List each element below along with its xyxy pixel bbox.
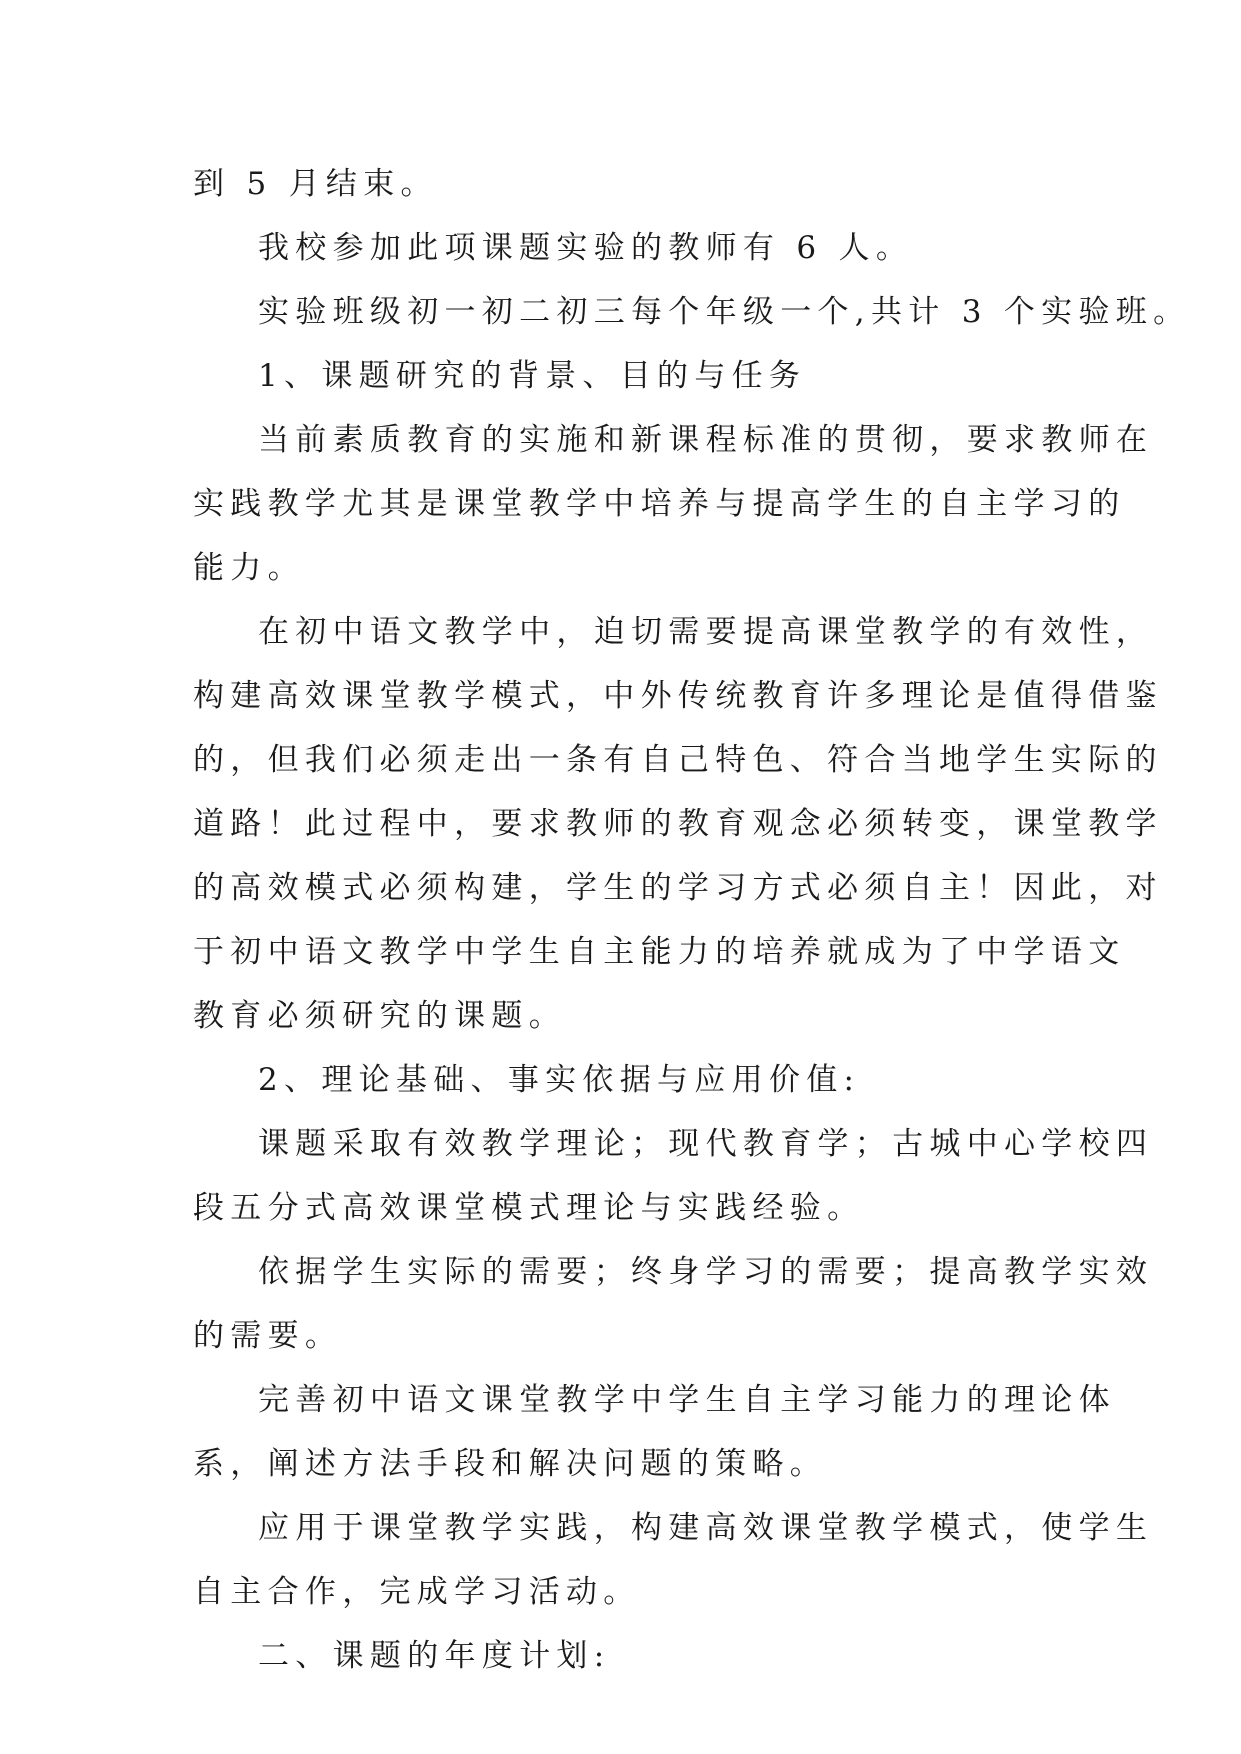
- text-line: 我校参加此项课题实验的教师有 6 人。: [258, 230, 914, 266]
- paragraph-quality-education: [193, 408, 1154, 600]
- paragraph-teacher-count: [193, 216, 1053, 280]
- text-line: 应用于课堂教学实践，构建高效课堂教学模式，使学生: [258, 1510, 1154, 1546]
- text-line: 构建高效课堂教学模式，中外传统教育许多理论是值得借鉴: [193, 678, 1163, 714]
- section-heading-background: [193, 344, 1053, 408]
- text-line: 的，但我们必须走出一条有自己特色、符合当地学生实际的: [193, 742, 1163, 778]
- paragraph-schedule-end: [193, 152, 1053, 216]
- heading-line: 1、课题研究的背景、目的与任务: [258, 358, 807, 394]
- section-heading-theory: [193, 1048, 1053, 1112]
- paragraph-chinese-teaching: [193, 600, 1163, 1048]
- text-line: 自主合作，完成学习活动。: [193, 1574, 641, 1610]
- paragraph-application: [193, 1496, 1154, 1624]
- text-line: 课题采取有效教学理论；现代教育学；古城中心学校四: [258, 1126, 1154, 1162]
- text-line: 道路！此过程中，要求教师的教育观念必须转变，课堂教学: [193, 806, 1163, 842]
- text-line: 实践教学尤其是课堂教学中培养与提高学生的自主学习的: [193, 486, 1126, 522]
- heading-line: 二、课题的年度计划:: [258, 1638, 611, 1674]
- section-heading-annual-plan: [193, 1624, 1053, 1688]
- paragraph-theory-basis: [193, 1112, 1154, 1240]
- text-line: 依据学生实际的需要；终身学习的需要；提高教学实效: [258, 1254, 1154, 1290]
- text-line: 实验班级初一初二初三每个年级一个,共计 3 个实验班。: [258, 294, 1191, 330]
- paragraph-experiment-classes: [193, 280, 1191, 344]
- text-line: 完善初中语文课堂教学中学生自主学习能力的理论体: [258, 1382, 1116, 1418]
- text-line: 到 5 月结束。: [193, 166, 438, 202]
- text-line: 教育必须研究的课题。: [193, 998, 566, 1034]
- text-line: 于初中语文教学中学生自主能力的培养就成为了中学语文: [193, 934, 1126, 970]
- heading-line: 2、理论基础、事实依据与应用价值:: [258, 1062, 861, 1098]
- paragraph-theory-system: [193, 1368, 1116, 1496]
- text-line: 系，阐述方法手段和解决问题的策略。: [193, 1446, 828, 1482]
- text-line: 能力。: [193, 550, 305, 586]
- text-line: 在初中语文教学中，迫切需要提高课堂教学的有效性，: [258, 614, 1154, 650]
- text-line: 当前素质教育的实施和新课程标准的贯彻，要求教师在: [258, 422, 1154, 458]
- text-line: 的需要。: [193, 1318, 343, 1354]
- text-line: 的高效模式必须构建，学生的学习方式必须自主！因此，对: [193, 870, 1163, 906]
- paragraph-fact-basis: [193, 1240, 1154, 1368]
- text-line: 段五分式高效课堂模式理论与实践经验。: [193, 1190, 865, 1226]
- document-page: [193, 152, 1191, 1688]
